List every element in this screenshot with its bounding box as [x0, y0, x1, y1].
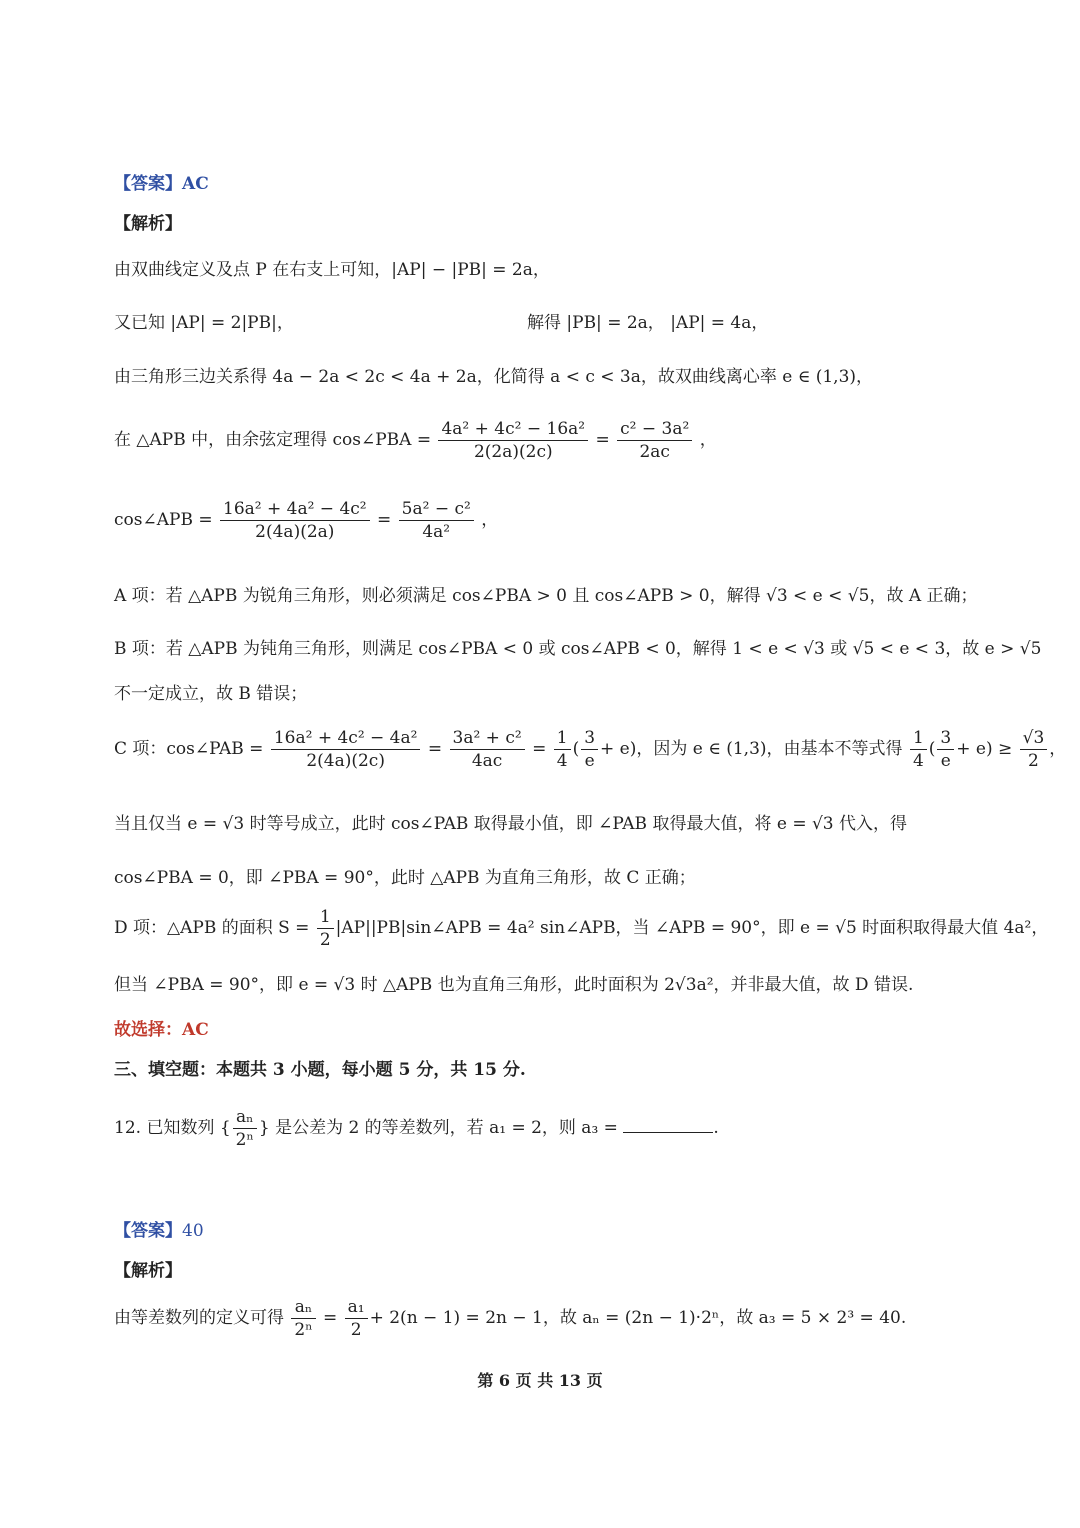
equals: =: [322, 1308, 338, 1328]
answer-blank: [623, 1116, 713, 1133]
formula-prefix: 在 △APB 中，由余弦定理得 cos∠PBA =: [114, 430, 432, 450]
text-line-3: 由三角形三边关系得 4a − 2a < 2c < 4a + 2a，化简得 a < c < 3a，故双曲线离心率 e ∈ (1,3)，: [114, 367, 874, 387]
denominator: 4a²: [422, 522, 451, 542]
solution-line: [114, 1296, 906, 1341]
option-c-line: [114, 727, 1066, 772]
numerator: aₙ: [291, 1296, 315, 1319]
denominator: 4: [556, 751, 568, 771]
fraction: [220, 498, 370, 543]
denominator: 2: [1028, 751, 1039, 771]
fraction: [937, 727, 954, 772]
denominator: 2(4a)(2a): [255, 522, 335, 542]
denominator: e: [940, 751, 951, 771]
fraction: [1020, 727, 1048, 772]
analysis-heading-2: 【解析】: [114, 1261, 182, 1281]
option-d-line: [114, 906, 1048, 951]
text-line-13: 但当 ∠PBA = 90°，即 e = √3 时 △APB 也为直角三角形，此时面积为 2√3a²，并非最大值，故 D 错误.: [114, 975, 914, 995]
text-line-2b: 解得 |PB| = 2a， |AP| = 4a，: [527, 313, 769, 333]
answer-label: 【答案】: [114, 1221, 182, 1241]
formula-suffix: ，: [699, 430, 717, 450]
question-12: [114, 1106, 719, 1151]
numerator: a₁: [345, 1296, 368, 1319]
cosine-pba-line: [114, 418, 717, 463]
question-suffix: } 是公差为 2 的等差数列，若 a₁ = 2，则 a₃ =: [258, 1118, 618, 1138]
denominator: 2(4a)(2c): [306, 751, 385, 771]
text-line-2a: 又已知 |AP| = 2|PB|，: [114, 313, 294, 333]
fraction: [438, 418, 588, 463]
fraction: [399, 498, 474, 543]
denominator: 2ac: [639, 442, 670, 462]
answer-heading-1: [114, 172, 209, 196]
denominator: 2: [350, 1320, 362, 1340]
option-b-line-2: 不一定成立，故 B 错误；: [114, 684, 308, 704]
fraction: [910, 727, 927, 772]
fraction: [554, 727, 571, 772]
choice-conclusion: 故选择：AC: [114, 1020, 209, 1040]
text-line-10: 当且仅当 e = √3 时等号成立，此时 cos∠PAB 取得最小值，即 ∠PAB 取得最大值，将 e = √3 代入，得: [114, 814, 908, 834]
formula-prefix: cos∠APB =: [114, 510, 213, 530]
numerator: 4a² + 4c² − 16a²: [438, 418, 588, 441]
formula-text: + e)，因为 e ∈ (1,3)，由基本不等式得: [600, 739, 903, 759]
equals: =: [532, 739, 547, 759]
fraction: [581, 727, 598, 772]
equals: =: [427, 739, 443, 759]
numerator: √3: [1020, 727, 1048, 750]
formula-suffix: |AP||PB|sin∠APB = 4a² sin∠APB，当 ∠APB = 90°，即 e = √5 时面积取得最大值 4a²，: [335, 918, 1049, 938]
fraction: [345, 1296, 368, 1341]
question-prefix: 12. 已知数列 {: [114, 1118, 231, 1138]
denominator: 4ac: [471, 751, 503, 771]
formula-suffix: + 2(n − 1) = 2n − 1，故 aₙ = (2n − 1)·2ⁿ，故 a₃ = 5 × 2³ = 40.: [369, 1308, 907, 1328]
formula-prefix: 由等差数列的定义可得: [114, 1308, 284, 1328]
paren: (: [928, 739, 936, 759]
denominator: 2(2a)(2c): [473, 442, 553, 462]
question-end: .: [713, 1118, 719, 1138]
text-line-1: 由双曲线定义及点 P 在右支上可知，|AP| − |PB| = 2a，: [114, 260, 550, 280]
numerator: 1: [317, 906, 334, 929]
numerator: 3: [581, 727, 598, 750]
option-a-line: A 项：若 △APB 为锐角三角形，则必须满足 cos∠PBA > 0 且 cos∠APB > 0，解得 √3 < e < √5，故 A 正确；: [114, 586, 978, 606]
denominator: 2: [319, 930, 331, 950]
option-b-line: B 项：若 △APB 为钝角三角形，则满足 cos∠PBA < 0 或 cos∠APB < 0，解得 1 < e < √3 或 √5 < e < 3，故 e > √5: [114, 639, 1042, 659]
numerator: aₙ: [233, 1106, 257, 1129]
equals: =: [377, 510, 392, 530]
fraction: [271, 727, 421, 772]
formula-prefix: D 项：△APB 的面积 S =: [114, 918, 310, 938]
denominator: 2ⁿ: [235, 1130, 254, 1150]
answer-heading-2: [114, 1219, 204, 1243]
fraction: [233, 1106, 257, 1151]
numerator: c² − 3a²: [617, 418, 692, 441]
formula-prefix: C 项：cos∠PAB =: [114, 739, 264, 759]
answer-value: AC: [182, 174, 209, 194]
fraction: [291, 1296, 315, 1341]
numerator: 16a² + 4a² − 4c²: [220, 498, 370, 521]
formula-suffix: ，: [1049, 739, 1067, 759]
numerator: 5a² − c²: [399, 498, 474, 521]
text-line-11: cos∠PBA = 0，即 ∠PBA = 90°，此时 △APB 为直角三角形，故 C 正确；: [114, 868, 696, 888]
numerator: 3: [937, 727, 954, 750]
equals: =: [595, 430, 610, 450]
denominator: e: [584, 751, 595, 771]
section-heading: 三、填空题：本题共 3 小题，每小题 5 分，共 15 分.: [114, 1060, 526, 1080]
fraction: [617, 418, 692, 463]
numerator: 16a² + 4c² − 4a²: [271, 727, 421, 750]
paren: (: [572, 739, 580, 759]
answer-value: 40: [182, 1221, 204, 1241]
formula-suffix: ，: [481, 510, 499, 530]
formula-text: + e) ≥: [956, 739, 1013, 759]
fraction: [317, 906, 334, 951]
fraction: [450, 727, 525, 772]
analysis-heading-1: 【解析】: [114, 214, 182, 234]
numerator: 1: [910, 727, 927, 750]
denominator: 2ⁿ: [294, 1320, 313, 1340]
denominator: 4: [912, 751, 924, 771]
numerator: 3a² + c²: [450, 727, 525, 750]
numerator: 1: [554, 727, 571, 750]
page-footer: 第 6 页 共 13 页: [477, 1371, 603, 1390]
cosine-apb-line: [114, 498, 498, 543]
answer-label: 【答案】: [114, 174, 182, 194]
